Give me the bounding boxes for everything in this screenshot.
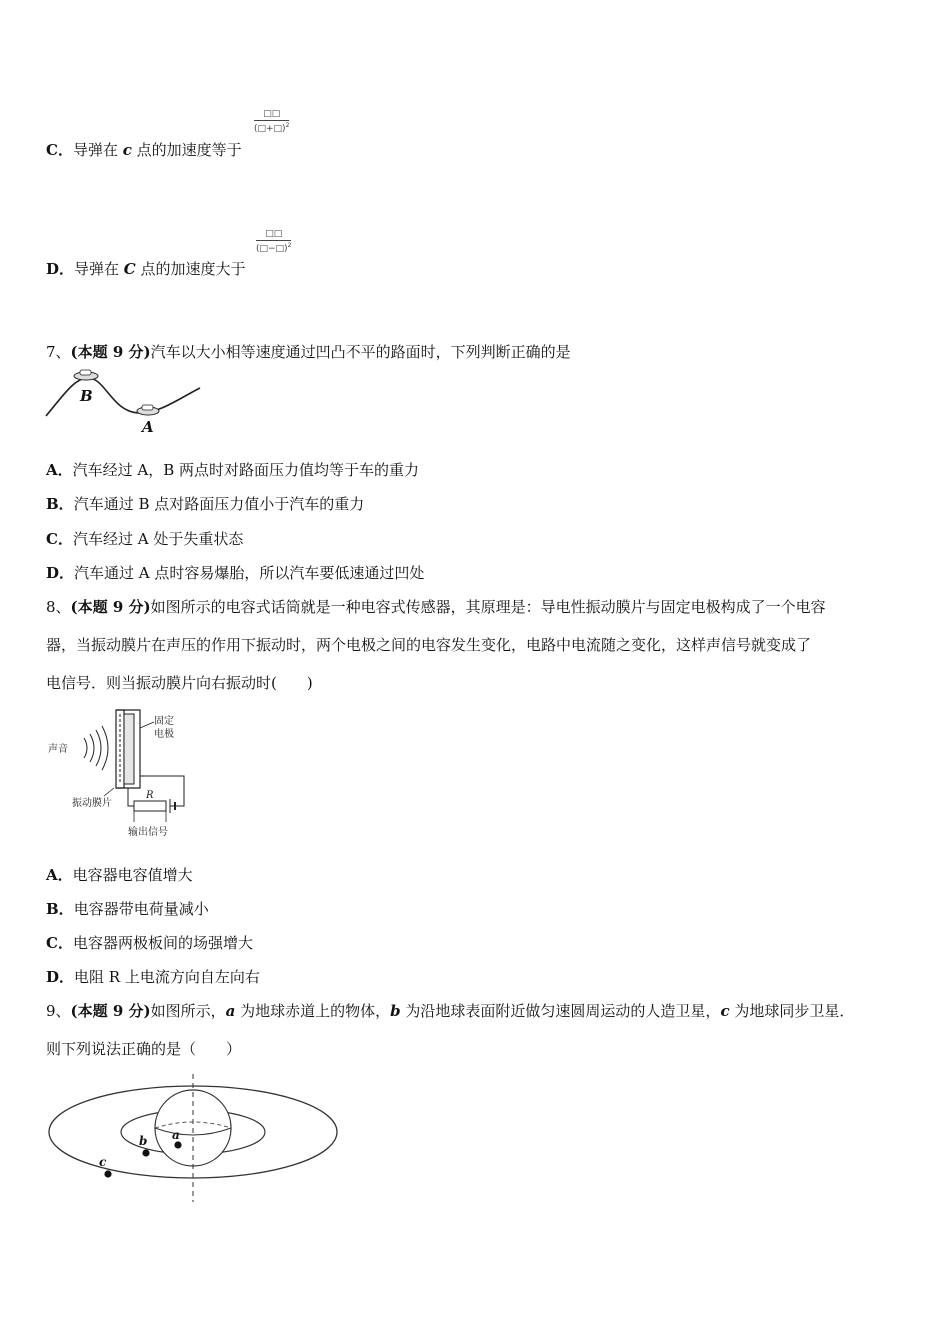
var-b: b — [390, 1002, 401, 1020]
option-letter: B． — [46, 495, 74, 513]
question-score: (本题 9 分) — [70, 1002, 151, 1020]
label-resistor: R — [146, 790, 154, 801]
option-text: 汽车通过 A 点时容易爆胎，所以汽车要低速通过凹处 — [74, 564, 425, 582]
option-text: 汽车经过 A 处于失重状态 — [72, 530, 244, 548]
q8-option-b[interactable] — [46, 899, 209, 919]
resistor — [134, 801, 166, 811]
label-output: 输出信号 — [128, 827, 168, 838]
option-letter: D． — [46, 968, 75, 986]
car-icon-b — [74, 370, 98, 380]
question-text: 汽车以大小相等速度通过凹凸不平的路面时，下列判断正确的是 — [150, 343, 571, 361]
option-text: 导弹在 — [74, 260, 124, 278]
option-text: 电阻 R 上电流方向自左向右 — [74, 968, 260, 986]
q6-option-c[interactable] — [46, 140, 242, 160]
option-text: 电容器电容值增大 — [72, 866, 193, 884]
q7-option-d[interactable] — [46, 563, 424, 583]
question-score: (本题 9 分) — [70, 598, 151, 616]
q8-stem-line-1 — [46, 597, 826, 617]
q7-road-figure — [40, 368, 210, 436]
question-text: 如图所示， — [150, 1002, 226, 1020]
var-c: c — [720, 1002, 730, 1020]
option-text: 电容器带电荷量减小 — [73, 900, 209, 918]
q8-option-a[interactable] — [46, 865, 193, 885]
option-letter: A． — [46, 866, 73, 884]
label-c: c — [99, 1155, 107, 1169]
option-letter: D． — [46, 564, 75, 582]
q7-stem — [46, 342, 571, 362]
question-score: (本题 9 分) — [70, 343, 151, 361]
option-letter: A． — [46, 461, 73, 479]
label-fixed-2: 电极 — [154, 729, 174, 740]
q7-option-b[interactable] — [46, 494, 364, 514]
label-fixed-1: 固定 — [154, 716, 174, 727]
q7-option-c[interactable] — [46, 529, 243, 549]
fixed-electrode — [124, 714, 134, 784]
option-text: 汽车经过 A，B 两点时对路面压力值均等于车的重力 — [72, 461, 420, 479]
q6-c-fraction — [254, 109, 289, 134]
question-text: 如图所示的电容式话筒就是一种电容式传感器，其原理是：导电性振动膜片与固定电极构成了一个电容 — [150, 598, 826, 616]
fraction-numerator: □□ — [256, 229, 291, 241]
var-a: a — [225, 1002, 236, 1020]
q6-option-d[interactable] — [46, 259, 246, 279]
option-text: 汽车通过 B 点对路面压力值小于汽车的重力 — [73, 495, 365, 513]
label-b: b — [139, 1134, 148, 1148]
q8-option-c[interactable] — [46, 933, 253, 953]
point-c — [104, 1170, 111, 1177]
label-membrane: 振动膜片 — [72, 798, 112, 809]
car-icon-a — [137, 405, 159, 415]
q9-stem-line-1: 9、(本题 9 分)如图所示，a 为地球赤道上的物体，b 为沿地球表面附近做匀速圆周运动的人造卫星，c 为地球同步卫星． — [46, 1002, 855, 1020]
q6-d-fraction — [256, 229, 291, 254]
q8-stem-line-3: 电信号．则当振动膜片向右振动时( ) — [46, 674, 313, 692]
fraction-numerator: □□ — [254, 109, 289, 121]
q8-stem-line-2: 器，当振动膜片在声压的作用下振动时，两个电极之间的电容发生变化，电路中电流随之变化，这样声信号就变成了 — [46, 636, 812, 654]
option-letter: C． — [46, 141, 73, 159]
point-b — [142, 1149, 149, 1156]
q9-stem-line-2: 则下列说法正确的是（ ） — [46, 1040, 242, 1058]
option-text: 导弹在 — [72, 141, 123, 159]
point-variable: C — [123, 260, 136, 278]
q9-orbit-figure — [44, 1072, 344, 1204]
question-number: 9、 — [46, 1002, 71, 1020]
option-text: 点的加速度等于 — [131, 141, 242, 159]
label-a: A — [142, 418, 154, 436]
sound-wave-icon — [84, 726, 108, 770]
option-text: 点的加速度大于 — [135, 260, 246, 278]
label-sound: 声音 — [48, 744, 68, 755]
fraction-denominator: (□−□)$^2$ — [256, 242, 292, 254]
point-variable: c — [122, 141, 132, 159]
question-number: 7、 — [46, 343, 71, 361]
option-letter: B． — [46, 900, 74, 918]
question-number: 8、 — [46, 598, 71, 616]
option-text: 电容器两极板间的场强增大 — [72, 934, 253, 952]
fraction-denominator: (□+□)$^2$ — [254, 122, 290, 134]
option-letter: D． — [46, 260, 75, 278]
label-b: B — [80, 387, 93, 405]
q8-microphone-figure — [44, 700, 194, 842]
point-a — [174, 1141, 181, 1148]
q7-option-a[interactable] — [46, 460, 419, 480]
option-letter: C． — [46, 530, 73, 548]
option-letter: C． — [46, 934, 73, 952]
label-a: a — [172, 1128, 180, 1142]
road-curve — [46, 378, 200, 416]
q8-option-d[interactable] — [46, 967, 260, 987]
